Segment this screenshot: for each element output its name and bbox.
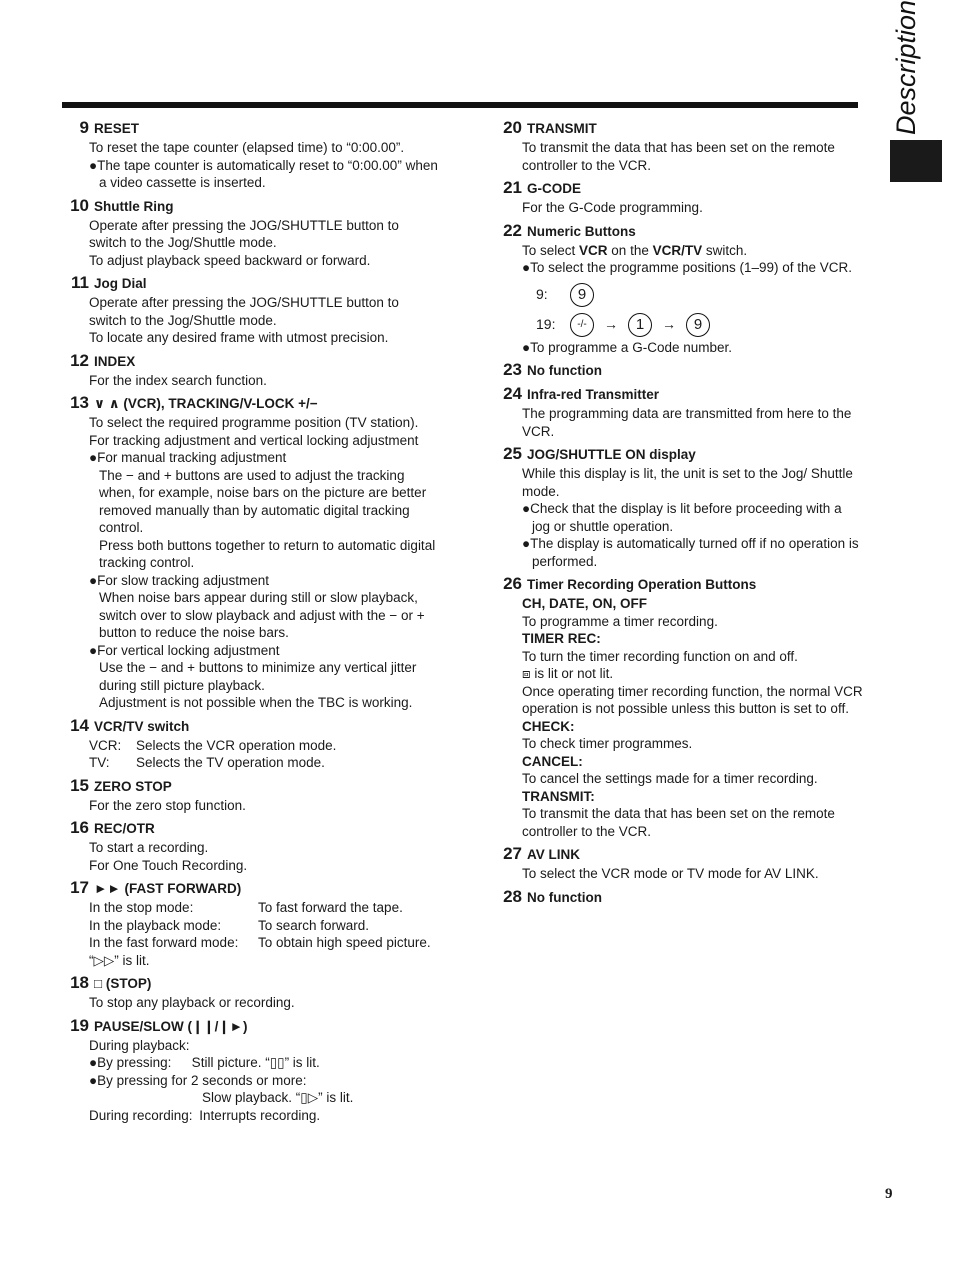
entry-timer-recording-buttons [493, 574, 863, 840]
text-run-bold: VCR/TV [652, 242, 703, 258]
entry-number: 13 [70, 393, 89, 412]
mode-key: TV: [89, 755, 110, 770]
entry-text: To start a recording. [89, 840, 209, 855]
left-column [60, 118, 440, 1128]
entry-number: 26 [503, 574, 522, 593]
entry-subtext: Adjustment is not possible when the TBC is working. [99, 695, 413, 710]
mode-key: In the fast forward mode: [89, 935, 239, 950]
entry-number: 9 [79, 118, 89, 137]
mode-key: In the playback mode: [89, 917, 222, 933]
entry-zero-stop [60, 776, 440, 815]
entry-text: To locate any desired frame with utmost precision. [89, 330, 389, 345]
entry-text: To stop any playback or recording. [89, 995, 295, 1010]
entry-infrared-transmitter [493, 384, 863, 440]
entry-no-function-28 [493, 887, 863, 907]
entry-bullet: ●The display is automatically turned off if no operation is performed. [522, 536, 859, 569]
example-label: 19: [536, 315, 556, 332]
mode-value: Selects the VCR operation mode. [136, 737, 337, 753]
entry-title: PAUSE/SLOW (❙❙/❙►) [94, 1018, 248, 1034]
entry-text: To cancel the settings made for a timer recording. [522, 771, 818, 786]
entry-number: 20 [503, 118, 522, 137]
entry-title: JOG/SHUTTLE ON display [527, 447, 696, 462]
entry-bullet: ●For slow tracking adjustment [89, 572, 269, 588]
entry-text: “▷▷” is lit. [89, 952, 150, 968]
entry-text: To transmit the data that has been set on the remote controller to the VCR. [522, 140, 835, 173]
sub-heading: TRANSMIT: [522, 788, 595, 804]
entry-title: Timer Recording Operation Buttons [527, 577, 757, 592]
entry-jog-dial [60, 273, 440, 347]
entry-subtext: Use the − and + buttons to minimize any vertical jitter during still picture playback. [99, 660, 417, 693]
entry-text: Once operating timer recording function, the normal VCR operation is not possible unless this button is set to off. [522, 683, 863, 716]
entry-stop [60, 973, 440, 1012]
entry-title: No function [527, 363, 602, 378]
entry-number: 25 [503, 444, 522, 463]
entry-fast-forward [60, 878, 440, 969]
page-number: 9 [885, 1186, 893, 1202]
entry-number: 10 [70, 195, 89, 215]
sub-heading: CHECK: [522, 718, 575, 734]
entry-reset [60, 118, 440, 192]
entry-number: 16 [70, 818, 89, 837]
entry-text: Operate after pressing the JOG/SHUTTLE button to switch to the Jog/Shuttle mode. [89, 295, 399, 328]
entry-bullet: ●The tape counter is automatically reset to “0:00.00” when a video cassette is inserted. [89, 157, 438, 190]
mode-key: VCR: [89, 737, 122, 753]
entry-g-code [493, 178, 863, 217]
mode-value: To search forward. [258, 917, 370, 933]
entry-text: During playback: [89, 1037, 190, 1053]
digit-key-9-icon: 9 [570, 283, 594, 307]
entry-title: VCR/TV switch [94, 718, 190, 734]
entry-number: 15 [70, 775, 89, 795]
entry-title: ZERO STOP [94, 778, 172, 794]
entry-text: To turn the timer recording function on and off. [522, 648, 798, 664]
text-run: To select [522, 242, 580, 258]
entry-title: G-CODE [527, 181, 581, 196]
entry-title: RESET [94, 121, 140, 136]
sub-heading: CANCEL: [522, 753, 583, 769]
entry-text: To select the VCR mode or TV mode for AV LINK. [522, 866, 819, 881]
mode-value: To obtain high speed picture. [258, 935, 431, 950]
entry-bullet: ●For vertical locking adjustment [89, 642, 280, 658]
entry-text: During recording: Interrupts recording. [89, 1107, 321, 1123]
entry-number: 14 [70, 715, 89, 735]
example-label: 9: [536, 285, 548, 302]
entry-vcr-tv-switch [60, 716, 440, 772]
section-tab-label: Description [891, 0, 921, 136]
entry-shuttle-ring [60, 196, 440, 270]
entry-text: While this display is lit, the unit is set to the Jog/ Shuttle mode. [522, 466, 853, 499]
entry-subtext: Slow playback. “▯▷” is lit. [202, 1090, 354, 1105]
entry-text: To transmit the data that has been set on the remote controller to the VCR. [522, 806, 835, 839]
entry-number: 28 [503, 886, 522, 906]
keypad-example-9 [536, 283, 863, 307]
text-run: switch. [702, 242, 748, 258]
entry-av-link [493, 844, 863, 883]
entry-title: ►► (FAST FORWARD) [94, 881, 242, 896]
entry-text: For the index search function. [89, 372, 267, 388]
entry-subtext: Press both buttons together to return to automatic digital tracking control. [99, 537, 436, 570]
entry-text: ⧈ is lit or not lit. [522, 666, 614, 681]
header-rule [62, 102, 858, 108]
entry-bullet: ●By pressing: Still picture. “▯▯” is lit. [89, 1055, 320, 1070]
entry-number: 24 [503, 384, 522, 403]
entry-text: Operate after pressing the JOG/SHUTTLE button to switch to the Jog/Shuttle mode. [89, 217, 399, 250]
entry-bullet: ●By pressing for 2 seconds or more: [89, 1072, 307, 1088]
entry-number: 11 [71, 273, 89, 292]
entry-number: 19 [70, 1015, 89, 1035]
entry-title: Shuttle Ring [94, 198, 174, 214]
entry-title: No function [527, 889, 602, 905]
right-column [493, 118, 863, 911]
entry-title: □ (STOP) [94, 976, 152, 991]
entry-subtext: The − and + buttons are used to adjust the tracking when, for example, noise bars on the picture are better removed manually than by automatic digital tracking control. [99, 467, 427, 535]
entry-tracking-vlock [60, 393, 440, 712]
dash-key-icon: -/- [570, 313, 594, 337]
entry-bullet: ●Check that the display is lit before proceeding with a jog or shuttle operation. [522, 501, 842, 534]
entry-title: ∨ ∧ (VCR), TRACKING/V-LOCK +/− [94, 396, 318, 411]
sub-heading: TIMER REC: [522, 631, 601, 646]
entry-no-function-23 [493, 360, 863, 380]
entry-text: For One Touch Recording. [89, 857, 248, 873]
entry-title: TRANSMIT [527, 121, 597, 136]
entry-text: To adjust playback speed backward or forward. [89, 252, 371, 268]
entry-text [522, 242, 863, 260]
entry-bullet: ●For manual tracking adjustment [89, 450, 287, 465]
entry-number: 21 [503, 178, 522, 197]
entry-number: 27 [503, 844, 522, 863]
entry-text: To reset the tape counter (elapsed time) to “0:00.00”. [89, 140, 405, 155]
entry-transmit [493, 118, 863, 174]
digit-key-1-icon: 1 [628, 313, 652, 337]
mode-key: In the stop mode: [89, 900, 194, 915]
mode-value: To fast forward the tape. [258, 900, 403, 915]
arrow-right-icon: → [604, 315, 618, 332]
entry-bullet: ●To select the programme positions (1–99) of the VCR. [522, 260, 853, 275]
entry-text: For the zero stop function. [89, 797, 246, 813]
text-run-bold: VCR [579, 242, 608, 258]
entry-title: INDEX [94, 353, 136, 369]
entry-text: To programme a timer recording. [522, 613, 718, 629]
entry-number: 18 [70, 973, 89, 992]
entry-number: 17 [70, 878, 89, 897]
entry-number: 22 [503, 220, 522, 240]
entry-numeric-buttons [493, 221, 863, 357]
entry-title: Numeric Buttons [527, 223, 636, 239]
entry-title: Jog Dial [94, 276, 147, 291]
text-run: on the [607, 242, 653, 258]
entry-text: For the G-Code programming. [522, 200, 703, 215]
entry-title: REC/OTR [94, 821, 155, 836]
sub-heading: CH, DATE, ON, OFF [522, 596, 647, 611]
entry-index [60, 351, 440, 390]
entry-jog-shuttle-display [493, 444, 863, 570]
entry-text: For tracking adjustment and vertical locking adjustment [89, 432, 419, 448]
arrow-right-icon: → [662, 315, 676, 332]
entry-text: To select the required programme position (TV station). [89, 415, 419, 430]
entry-text: The programming data are transmitted from here to the VCR. [522, 406, 852, 439]
section-tab-marker [890, 140, 942, 182]
entry-pause-slow [60, 1016, 440, 1125]
entry-bullet: ●To programme a G-Code number. [522, 339, 732, 355]
mode-value: Selects the TV operation mode. [136, 755, 325, 770]
entry-subtext: When noise bars appear during still or slow playback, switch over to slow playback and adjust with the − or + button to reduce the noise bars. [99, 590, 425, 640]
entry-text: To check timer programmes. [522, 736, 693, 751]
entry-title: Infra-red Transmitter [527, 387, 660, 402]
entry-number: 23 [503, 360, 522, 379]
entry-number: 12 [70, 350, 89, 370]
entry-title: AV LINK [527, 847, 580, 862]
entry-rec-otr [60, 818, 440, 874]
keypad-example-19 [536, 313, 863, 337]
digit-key-9-icon: 9 [686, 313, 710, 337]
